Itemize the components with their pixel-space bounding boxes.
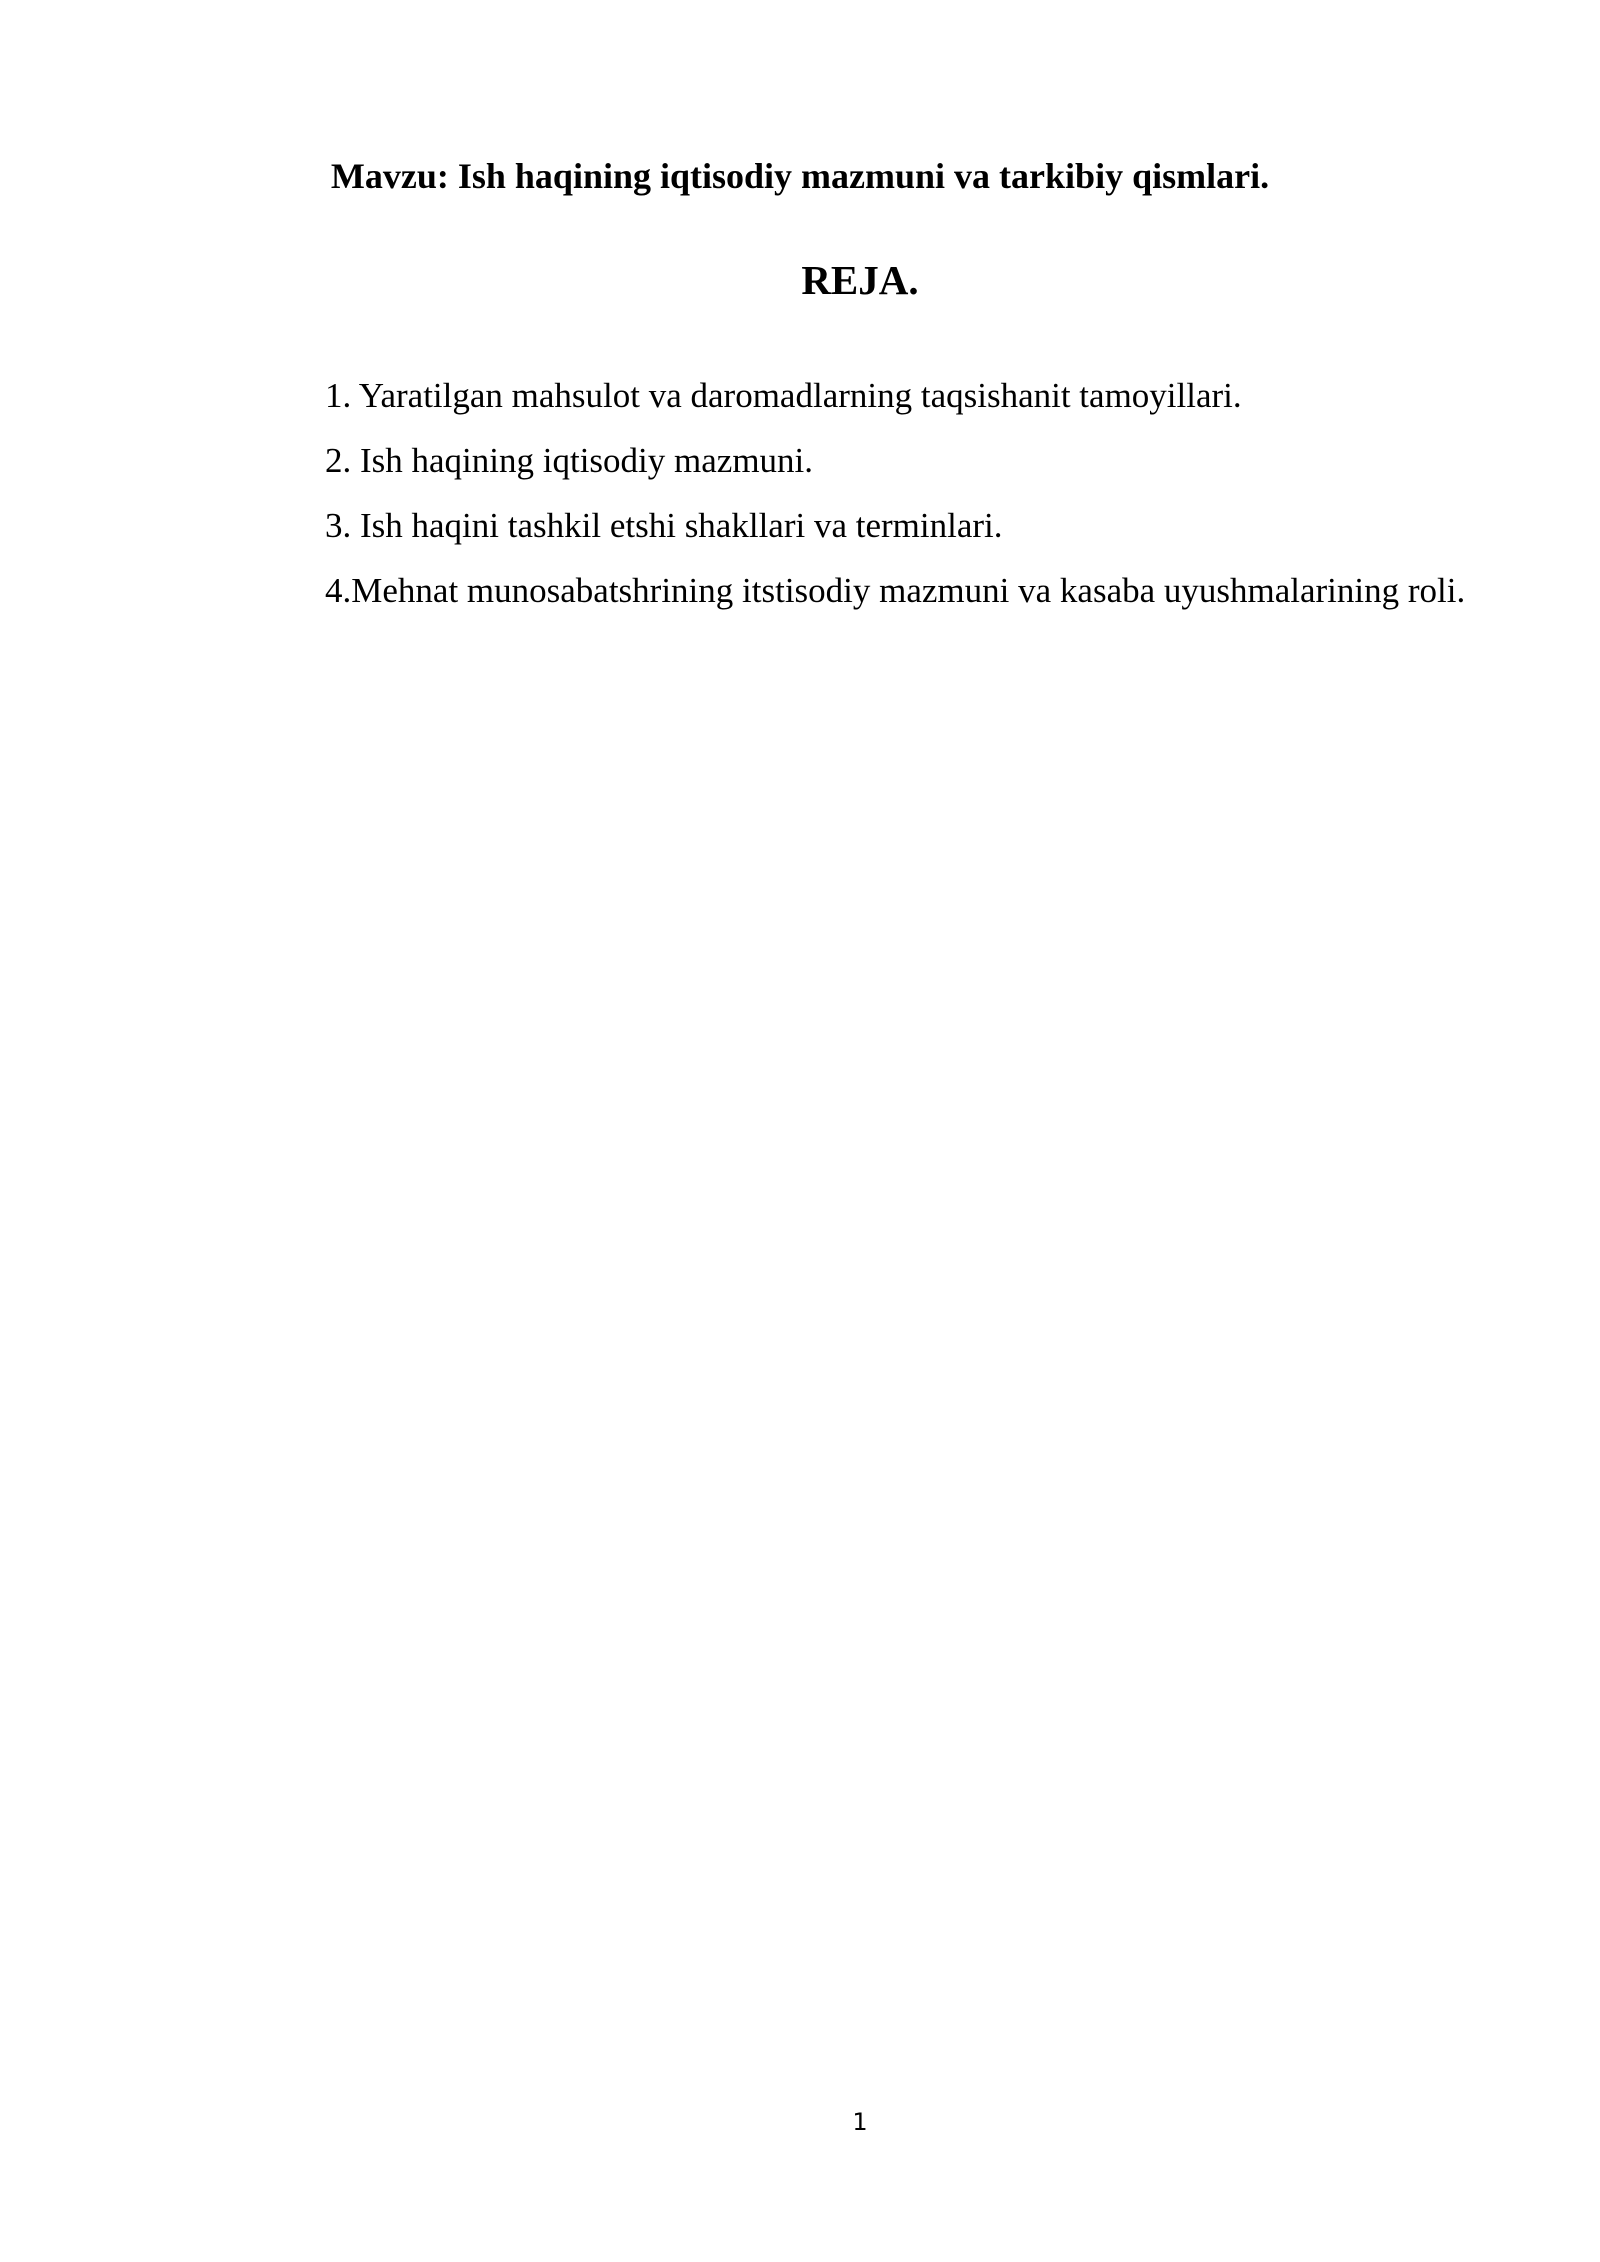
page-number: 1 [852,2108,868,2136]
plan-list [229,363,1494,623]
plan-item-1: 1. Yaratilgan mahsulot va daromadlarning taqsishanit tamoyillari. [325,376,1242,415]
topic-title: Mavzu: Ish haqining iqtisodiy mazmuni va tarkibiy qismlari. [330,156,1270,196]
plan-item-3: 3. Ish haqini tashkil etshi shakllari va terminlari. [325,506,1003,545]
plan-item-2: 2. Ish haqining iqtisodiy mazmuni. [325,441,814,480]
plan-item-4: 4.Mehnat munosabatshrining itstisodiy mazmuni va kasaba uyushmalarining roli. [325,571,1466,610]
plan-heading: REJA. [801,257,919,303]
